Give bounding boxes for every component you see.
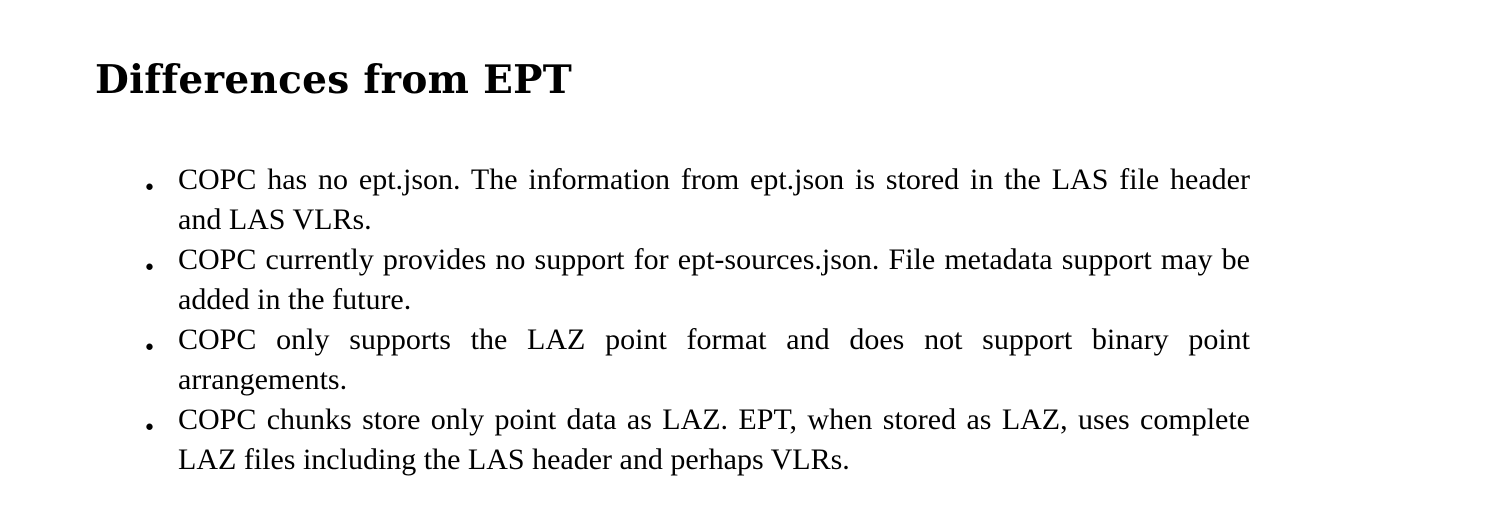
list-item-text: COPC has no ept.json. The information from ept.json is stored in the LAS file header and LAS VLRs.	[178, 163, 1250, 236]
list-item-text: COPC currently provides no support for ept-sources.json. File metadata support may be added in the future.	[178, 243, 1250, 316]
list-item	[0, 160, 1250, 240]
bullet-icon: •	[143, 416, 156, 441]
section-title: Differences from EPT	[95, 57, 573, 103]
list-item	[0, 320, 1250, 400]
bullet-icon: •	[143, 176, 156, 201]
differences-list	[0, 160, 1250, 480]
list-item	[0, 400, 1250, 480]
bullet-icon: •	[143, 336, 156, 361]
bullet-icon: •	[143, 256, 156, 281]
list-item	[0, 240, 1250, 320]
list-item-text: COPC chunks store only point data as LAZ. EPT, when stored as LAZ, uses complete LAZ files including the LAS header and perhaps VLRs.	[178, 403, 1250, 476]
list-item-text: COPC only supports the LAZ point format and does not support binary point arrangements.	[178, 323, 1250, 396]
